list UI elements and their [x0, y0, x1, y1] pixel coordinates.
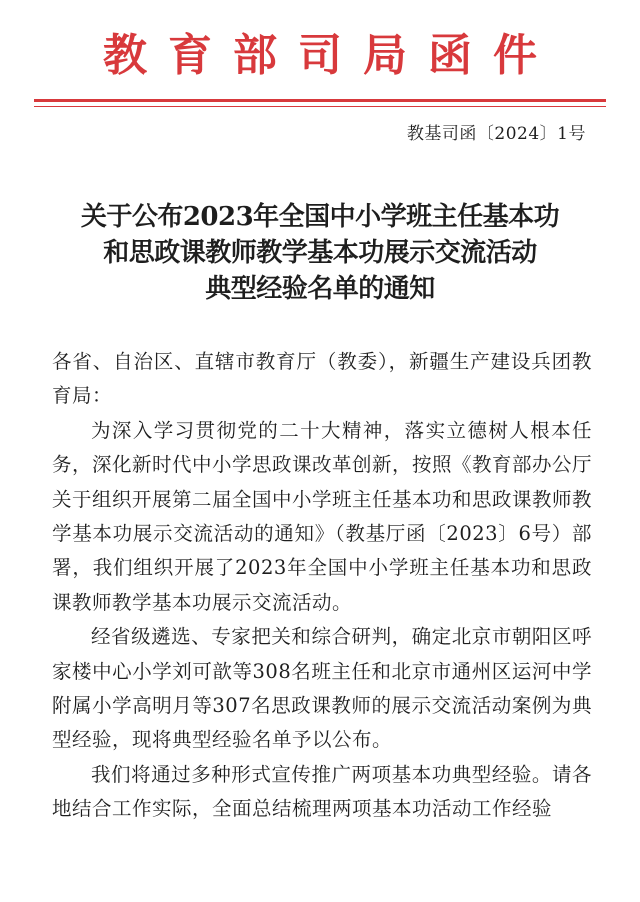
body-paragraph-1: 为深入学习贯彻党的二十大精神，落实立德树人根本任务，深化新时代中小学思政课改革创新，按照《教育部办公厅关于组织开展第二届全国中小学班主任基本功和思政课教师教学基本功展示交流活动的通知》（教基厅函〔2023〕6号）部署，我们组织开展了2023年全国中小学班主任基本功和思政课教师教学基本功展示交流活动。 — [52, 418, 593, 614]
letterhead-title: 教育部司局函件 — [103, 30, 558, 81]
body-paragraph-3: 我们将通过多种形式宣传推广两项基本功典型经验。请各地结合工作实际，全面总结梳理两项基本功活动工作经验 — [52, 762, 592, 821]
letterhead-rule-thick — [34, 99, 606, 102]
document-body — [52, 345, 592, 827]
document-title-line-2: 和思政课教师教学基本功展示交流活动 — [103, 238, 537, 268]
document-title-line-3: 典型经验名单的通知 — [205, 274, 435, 304]
document-title-line-1: 关于公布2023年全国中小学班主任基本功 — [80, 202, 560, 232]
document-title — [30, 199, 610, 307]
body-paragraph-2: 经省级遴选、专家把关和综合研判，确定北京市朝阳区呼家楼中心小学刘可歆等308名班主任和北京市通州区运河中学附属小学高明月等307名思政课教师的展示交流活动案例为典型经验，现将典型经验名单予以公布。 — [52, 625, 592, 752]
letterhead-rule-thin — [34, 106, 606, 107]
salutation: 各省、自治区、直辖市教育厅（教委），新疆生产建设兵团教育局： — [52, 350, 592, 408]
document-number: 教基司函〔2024〕1号 — [406, 124, 586, 144]
